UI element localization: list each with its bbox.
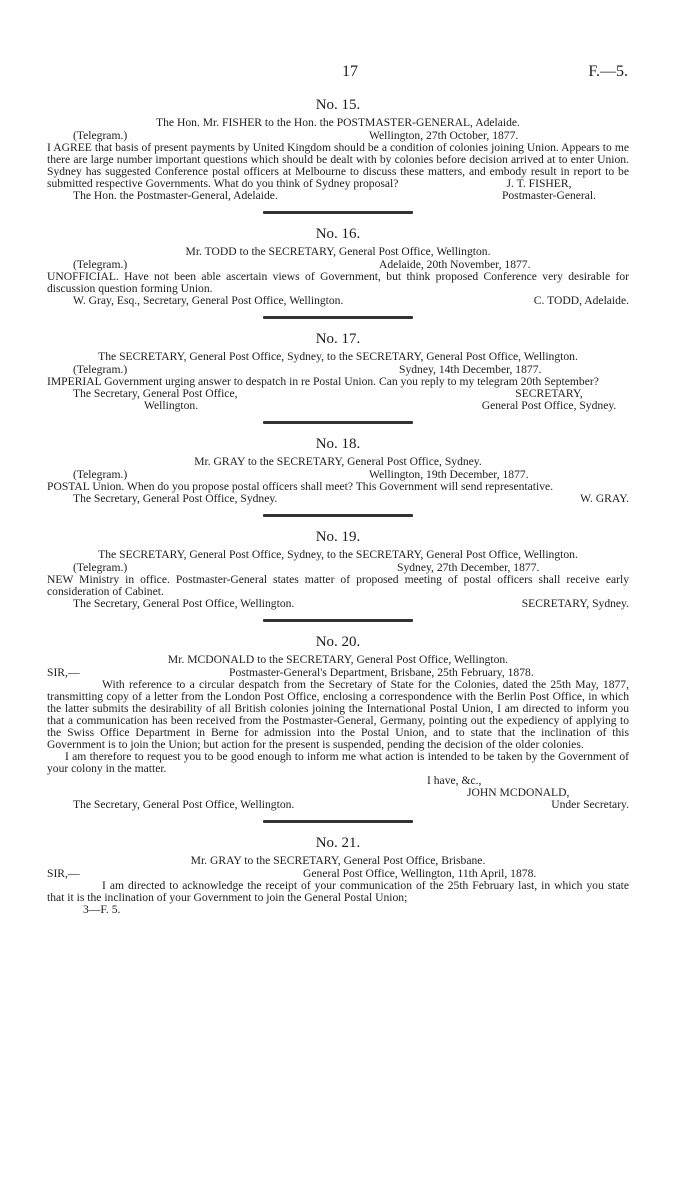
letter-type: (Telegram.) [73,129,128,142]
signature-mark: 3—F. 5. [83,903,121,916]
letter-salutation: SIR,— [47,666,80,679]
letter-number: No. 20. [315,634,361,650]
letter-salutation: SIR,— [47,867,80,880]
letter-signatory-title: Postmaster-General. [501,189,597,202]
letter-heading: Mr. GRAY to the SECRETARY, General Post Office, Sydney. [194,455,482,468]
paper-reference: F.—5. [588,63,628,80]
letter-body: UNOFFICIAL. Have not been able ascertain views of Government, but think proposed Conference very desirable for discussion question forming Union. [47,270,629,295]
letter-type: (Telegram.) [73,363,128,376]
letter-heading: The Hon. Mr. FISHER to the Hon. the POSTMASTER-GENERAL, Adelaide. [156,116,520,129]
section-divider [263,619,413,622]
letter-addressee-city: Wellington. [144,399,199,412]
letter-number: No. 16. [315,226,361,242]
section-divider [263,316,413,319]
letter-19 [47,529,629,610]
letter-number: No. 19. [315,529,361,545]
letter-signature: JOHN MCDONALD, [467,786,570,799]
letter-heading: Mr. GRAY to the SECRETARY, General Post Office, Brisbane. [190,854,486,867]
letter-16 [47,226,629,307]
letter-18 [47,436,629,505]
letter-number: No. 15. [315,97,361,113]
letter-body: With reference to a circular despatch from the Secretary of State for the Colonies, dated the 25th May, 1877, transmitting copy of a letter from the London Post Office, enclosing a correspondence with the Berlin Post Office, in which the latter submits the desirability of all British colonies joining the International Postal Union, I am directed to inform you that a communication has been received from the Postmaster-General, Germany, pointing out the expediency of applying to the Swiss Office Department in Berne for admission into the Postal Union, and to state that the inclination of this Government is to join the Union; but action for the present is suspended, pending the decision of the older colonies. [47,678,629,751]
letter-heading: The SECRETARY, General Post Office, Sydney, to the SECRETARY, General Post Office, Wellington. [98,350,578,363]
letter-dateline: Wellington, 19th December, 1877. [369,468,529,481]
letter-body: I am therefore to request you to be good enough to inform me what action is intended to be taken by the Government of your colony in the matter. [47,750,629,775]
letter-dateline: Sydney, 14th December, 1877. [399,363,542,376]
letter-signature: SECRETARY, [515,387,583,400]
letter-heading: Mr. TODD to the SECRETARY, General Post Office, Wellington. [185,245,491,258]
section-divider [263,421,413,424]
letter-number: No. 17. [315,331,361,347]
letter-body: IMPERIAL Government urging answer to despatch in re Postal Union. Can you reply to my telegram 20th September? [47,375,599,388]
letter-heading: The SECRETARY, General Post Office, Sydney, to the SECRETARY, General Post Office, Wellington. [98,548,578,561]
letter-closing: I have, &c., [427,774,482,787]
page-header [0,63,700,90]
section-divider [263,820,413,823]
letter-body: I am directed to acknowledge the receipt of your communication of the 25th February last, in which you state that it is the inclination of your Government to join the General Postal Union; [47,879,629,904]
letter-21 [47,835,629,916]
letter-signatory-title: Under Secretary. [551,798,629,811]
document-body [47,97,629,916]
letter-addressee: The Hon. the Postmaster-General, Adelaide. [73,189,278,202]
letter-addressee: The Secretary, General Post Office, Wellington. [73,798,295,811]
letter-signature: W. GRAY. [580,492,629,505]
letter-addressee: The Secretary, General Post Office, [73,387,238,400]
letter-body: NEW Ministry in office. Postmaster-General states matter of proposed meeting of postal officers shall receive early consideration of Cabinet. [47,573,629,598]
letter-dateline: Postmaster-General's Department, Brisbane, 25th February, 1878. [229,666,534,679]
letter-addressee: W. Gray, Esq., Secretary, General Post Office, Wellington. [73,294,344,307]
letter-addressee: The Secretary, General Post Office, Wellington. [73,597,295,610]
letter-17 [47,331,629,412]
letter-body: I AGREE that basis of present payments by United Kingdom should be a condition of colonies joining Union. Appears to me there are large number important questions which should be dealt with by colonies before decision arrived at to enter Union. Sydney has suggested Conference postal officers at Melbourne to discuss these matters, and embody result in report to be submitted respective Governments. What do you think of Sydney proposal? [47,141,629,190]
letter-dateline: Sydney, 27th December, 1877. [397,561,540,574]
section-divider [263,211,413,214]
letter-type: (Telegram.) [73,561,128,574]
letter-number: No. 18. [315,436,361,452]
letter-20 [47,634,629,811]
letter-dateline: Wellington, 27th October, 1877. [369,129,519,142]
letter-number: No. 21. [315,835,361,851]
letter-type: (Telegram.) [73,258,128,271]
letter-signatory-title: General Post Office, Sydney. [481,399,617,412]
letter-body: POSTAL Union. When do you propose postal officers shall meet? This Government will send representative. [47,480,554,493]
section-divider [263,514,413,517]
letter-type: (Telegram.) [73,468,128,481]
letter-dateline: Adelaide, 20th November, 1877. [379,258,531,271]
letter-15 [47,97,629,202]
letter-signature: C. TODD, Adelaide. [533,294,629,307]
letter-dateline: General Post Office, Wellington, 11th April, 1878. [303,867,537,880]
page-number: 17 [342,63,358,80]
letter-heading: Mr. MCDONALD to the SECRETARY, General Post Office, Wellington. [167,653,509,666]
letter-addressee: The Secretary, General Post Office, Sydney. [73,492,278,505]
letter-signature: SECRETARY, Sydney. [521,597,629,610]
letter-signature: J. T. FISHER, [506,177,572,190]
